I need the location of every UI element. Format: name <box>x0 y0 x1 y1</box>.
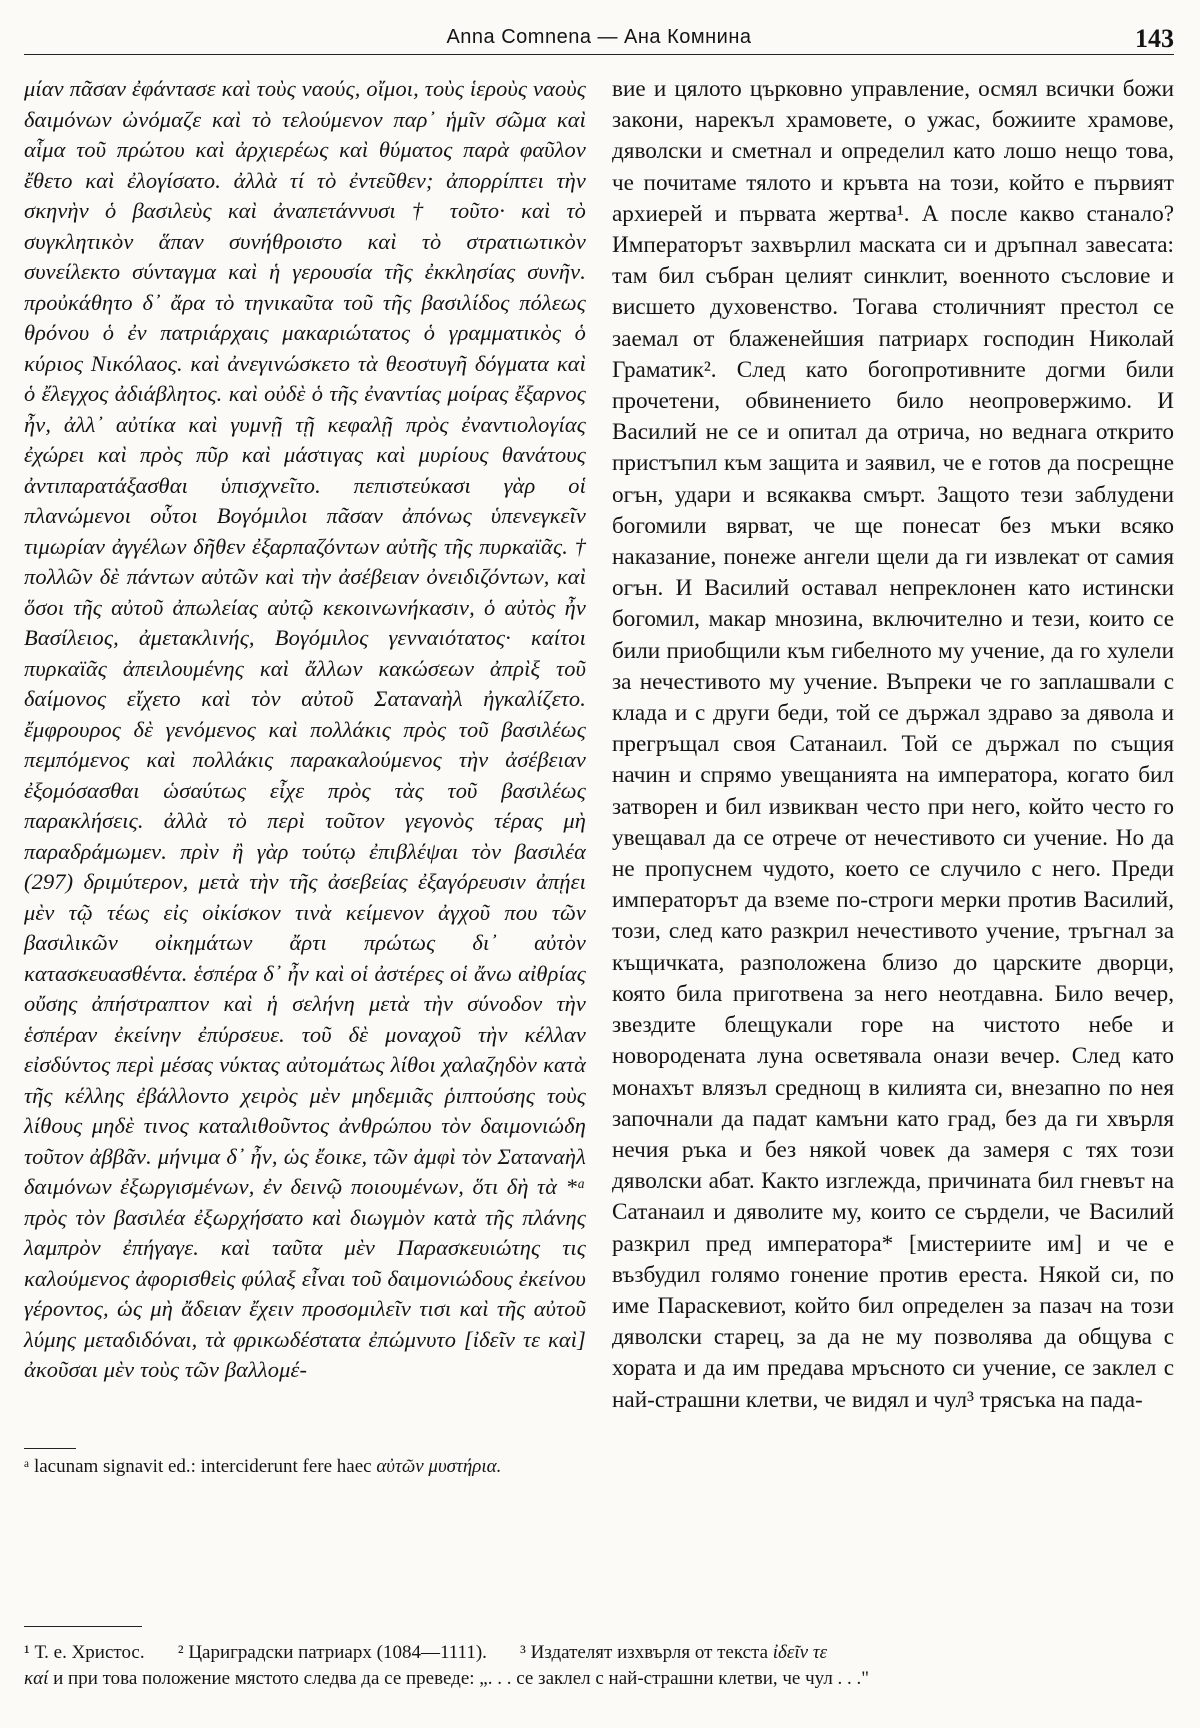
footnote-line-2 <box>24 1666 1174 1692</box>
footnotes <box>24 1640 1174 1692</box>
footnote-line-1 <box>24 1640 1174 1666</box>
critical-note-greek: αὐτῶν μυστήρια. <box>376 1456 502 1477</box>
greek-column <box>24 74 586 1386</box>
footnote-3-greek: ἰδεῖν τε <box>772 1642 828 1663</box>
critical-note-rule <box>24 1448 76 1449</box>
critical-apparatus-note <box>24 1454 586 1479</box>
bulgarian-text: вие и цялото църковно управление, осмял всички божи закони, нарекъл храмовете, о ужас, божиите храмове, дяволски и сметнал и определил като лошо нещо това, че почитаме тялото и кръвта на този, който е първият архиерей и първата жертва¹. А после какво станало? Императорът захвърлил маската си и дръпнал завесата: там бил събран целият синклит, военното съсловие и висшето духовенство. Тогава столичният престол се заемал от блаженейшия патриарх господин Николай Граматик². След като богопротивните догми били прочетени, обвинението било неопровержимо. И Василий не се и опитал да отрича, но веднага открито пристъпил към защита и заявил, че е готов да посрещне огън, удари и всякаква смърт. Защото тези заблудени богомили вярват, че ще понесат без мъки всяко наказание, понеже ангели щели да ги извлекат от самия огън. И Василий оставал непреклонен като истински богомил, макар мнозина, включително и тези, които се били приобщили към гибелното му учение, да го хулели за нечестивото му учение. Въпреки че го заплашвали с клада и с други беди, той се държал здраво за дявола и прегръщал своя Сатанаил. Той се държал по същия начин и спрямо увещанията на императора, когато бил затворен и бил извикван често при него, който често го увещавал да се отрече от нечестивото си учение. Но да не пропуснем чудото, което се случило с него. Преди императорът да вземе по-строги мерки против Василий, този, след като разкрил нечестивото учение, тръгнал за къщичката, разположена близо до царските дворци, която била приготвена за него неотдавна. Било вечер, звездите блещукали горе на чистото небе и новородената луна осветявала онази вечер. След като монахът влязъл среднощ в килията си, внезапно по нея започнали да падат камъни като град, без да ги хвърля нечия ръка и без някой човек да замеря с тях този дяволски абат. Както изглежда, причината бил гневът на Сатанаил и дяволите му, които се сърдели, че Василий разкрил пред императора* [мистериите им] и че е възбудил голямо гонение против ереста. Някой си, по име Параскевиот, който бил определен за пазач на този дяволски старец, за да не му позволява да общува с хората и да им предава мръсното си учение, се заклел с най-страшни клетви, че видял и чул³ трясъка на пада- <box>612 76 1174 1413</box>
footnote-3-greek-cont: καί <box>24 1668 49 1689</box>
critical-note-latin: lacunam signavit ed.: interciderunt fere haec <box>33 1456 372 1477</box>
footnote-3-text: и при това положение мястото следва да се преведе: „. . . се заклел с най-страшни клетви, че чул . . ." <box>53 1668 870 1689</box>
bulgarian-column <box>612 74 1174 1416</box>
footnote-rule <box>24 1626 142 1627</box>
running-title: Anna Comnena — Ана Комнина <box>446 26 752 48</box>
greek-text: μίαν πᾶσαν ἐφάντασε καὶ τοὺς ναούς, οἴμοι, τοὺς ἱεροὺς ναοὺς δαιμόνων ὠνόμαζε καὶ τὸ τελούμενον παρ᾽ ἡμῖν σῶμα καὶ αἷμα τοῦ πρώτου καὶ ἀρχιερέως καὶ θύματος παρὰ φαῦλον ἔθετο καὶ ἐλογίσατο. ἀλλὰ τί τὸ ἐντεῦθεν; ἀπορρίπτει τὴν σκηνὴν ὁ βασιλεὺς καὶ ἀναπετάννυσι † τοῦτο· καὶ τὸ συγκλητικὸν ἅπαν συνήθροιστο καὶ τὸ στρατιωτικὸν συνείλεκτο σύνταγμα καὶ ἡ γερουσία τῆς ἐκκλησίας συνῆν. προὐκάθητο δ᾽ ἄρα τὸ τηνικαῦτα τοῦ τῆς βασιλίδος πόλεως θρόνου ὁ ἐν πατριάρχαις μακαριώτατος ὁ γραμματικὸς ὁ κύριος Νικόλαος. καὶ ἀνεγινώσκετο τὰ θεοστυγῆ δόγματα καὶ ὁ ἔλεγχος ἀδιάβλητος. καὶ οὐδὲ ὁ τῆς ἐναντίας μοίρας ἔξαρνος ἦν, ἀλλ᾽ αὐτίκα καὶ γυμνῇ τῇ κεφαλῇ πρὸς ἐναντιολογίας ἐχώρει καὶ πρὸς πῦρ καὶ μάστιγας καὶ μυρίους θανάτους ἀντιπαρατάξασθαι ὑπισχνεῖτο. πεπιστεύκασι γὰρ οἱ πλανώμενοι οὗτοι Βογόμιλοι πᾶσαν ἀπόνως ὑπενεγκεῖν τιμωρίαν ἀγγέλων δῆθεν ἐξαρπαζόντων αὐτῆς τῆς πυρκαϊᾶς. † πολλῶν δὲ πάντων αὐτῶν καὶ τὴν ἀσέβειαν ὀνειδιζόντων, καὶ ὅσοι τῆς αὐτοῦ ἀπωλείας αὐτῷ κεκοινωνήκασιν, ὁ αὐτὸς ἦν Βασίλειος, ἀμετακλινής, Βογόμιλος γενναιότατος· καίτοι πυρκαϊᾶς ἀπειλουμένης καὶ ἄλλων κακώσεων ἀπρὶξ τοῦ δαίμονος εἴχετο καὶ τὸν αὐτοῦ Σαταναὴλ ἠγκαλίζετο. ἔμφρουρος δὲ γενόμενος καὶ πολλάκις πρὸς τοῦ βασιλέως πεμπόμενος καὶ πολλάκις παρακαλούμενος τὴν ἀσέβειαν ἐξομόσασθαι ὡσαύτως εἶχε πρὸς τὰς τοῦ βασιλέως παρακλήσεις. ἀλλὰ τὸ περὶ τοῦτον γεγονὸς τέρας μὴ παραδράμωμεν. πρὶν ἢ γὰρ τούτῳ ἐπιβλέψαι τὸν βασιλέα (297) δριμύτερον, μετὰ τὴν τῆς ἀσεβείας ἐξαγόρευσιν ἀπῄει μὲν τῷ τέως εἰς οἰκίσκον τινὰ κείμενον ἀγχοῦ που τῶν βασιλικῶν οἰκημάτων ἄρτι πρώτως δι᾽ αὐτὸν κατασκευασθέντα. ἑσπέρα δ᾽ ἦν καὶ οἱ ἀστέρες οἱ ἄνω αἰθρίας οὔσης ἀπήστραπτον καὶ ἡ σελήνη μετὰ τὴν σύνοδον τὴν ἑσπέραν ἐκείνην ἐπύρσευε. τοῦ δὲ μοναχοῦ τὴν κέλλαν εἰσδύντος περὶ μέσας νύκτας αὐτομάτως λίθοι χαλαζηδὸν κατὰ τῆς κέλλης ἐβάλλοντο χειρὸς μὲν μηδεμιᾶς ῥιπτούσης τοὺς λίθους μηδὲ τινος καταλιθοῦντος ἀνθρώπου τὸν δαιμονιώδη τοῦτον ἀββᾶν. μήνιμα δ᾽ ἦν, ὡς ἔοικε, τῶν ἀμφὶ τὸν Σαταναὴλ δαιμόνων ἐξωργισμένων, ἐν δεινῷ ποιουμένων, ὅτι δὴ τὰ *ᵃ πρὸς τὸν βασιλέα ἐξωρχήσατο καὶ διωγμὸν κατὰ τῆς πλάνης λαμπρὸν ἐπήγαγε. καὶ ταῦτα μὲν Παρασκευιώτης τις καλούμενος ἀφορισθεὶς φύλαξ εἶναι τοῦ δαιμονιώδους ἐκείνου γέροντος, ὡς μὴ ἄδειαν ἔχειν προσομιλεῖν τισι καὶ τῆς αὐτοῦ λύμης μεταδιδόναι, τὰ φρικωδέστατα ἐπώμνυτο [ἰδεῖν τε καὶ] ἀκοῦσαι μὲν τοὺς τῶν βαλλομέ- <box>24 76 586 1382</box>
critical-note-marker: ᵃ <box>24 1456 30 1477</box>
footnote-2: ² Цариградски патриарх (1084—1111). <box>177 1642 487 1663</box>
page-number: 143 <box>1135 24 1174 53</box>
header-rule <box>24 54 1174 55</box>
footnote-1: ¹ Т. е. Христос. <box>24 1642 145 1663</box>
footnote-3-start: ³ Издателят изхвърля от текста <box>520 1642 769 1663</box>
